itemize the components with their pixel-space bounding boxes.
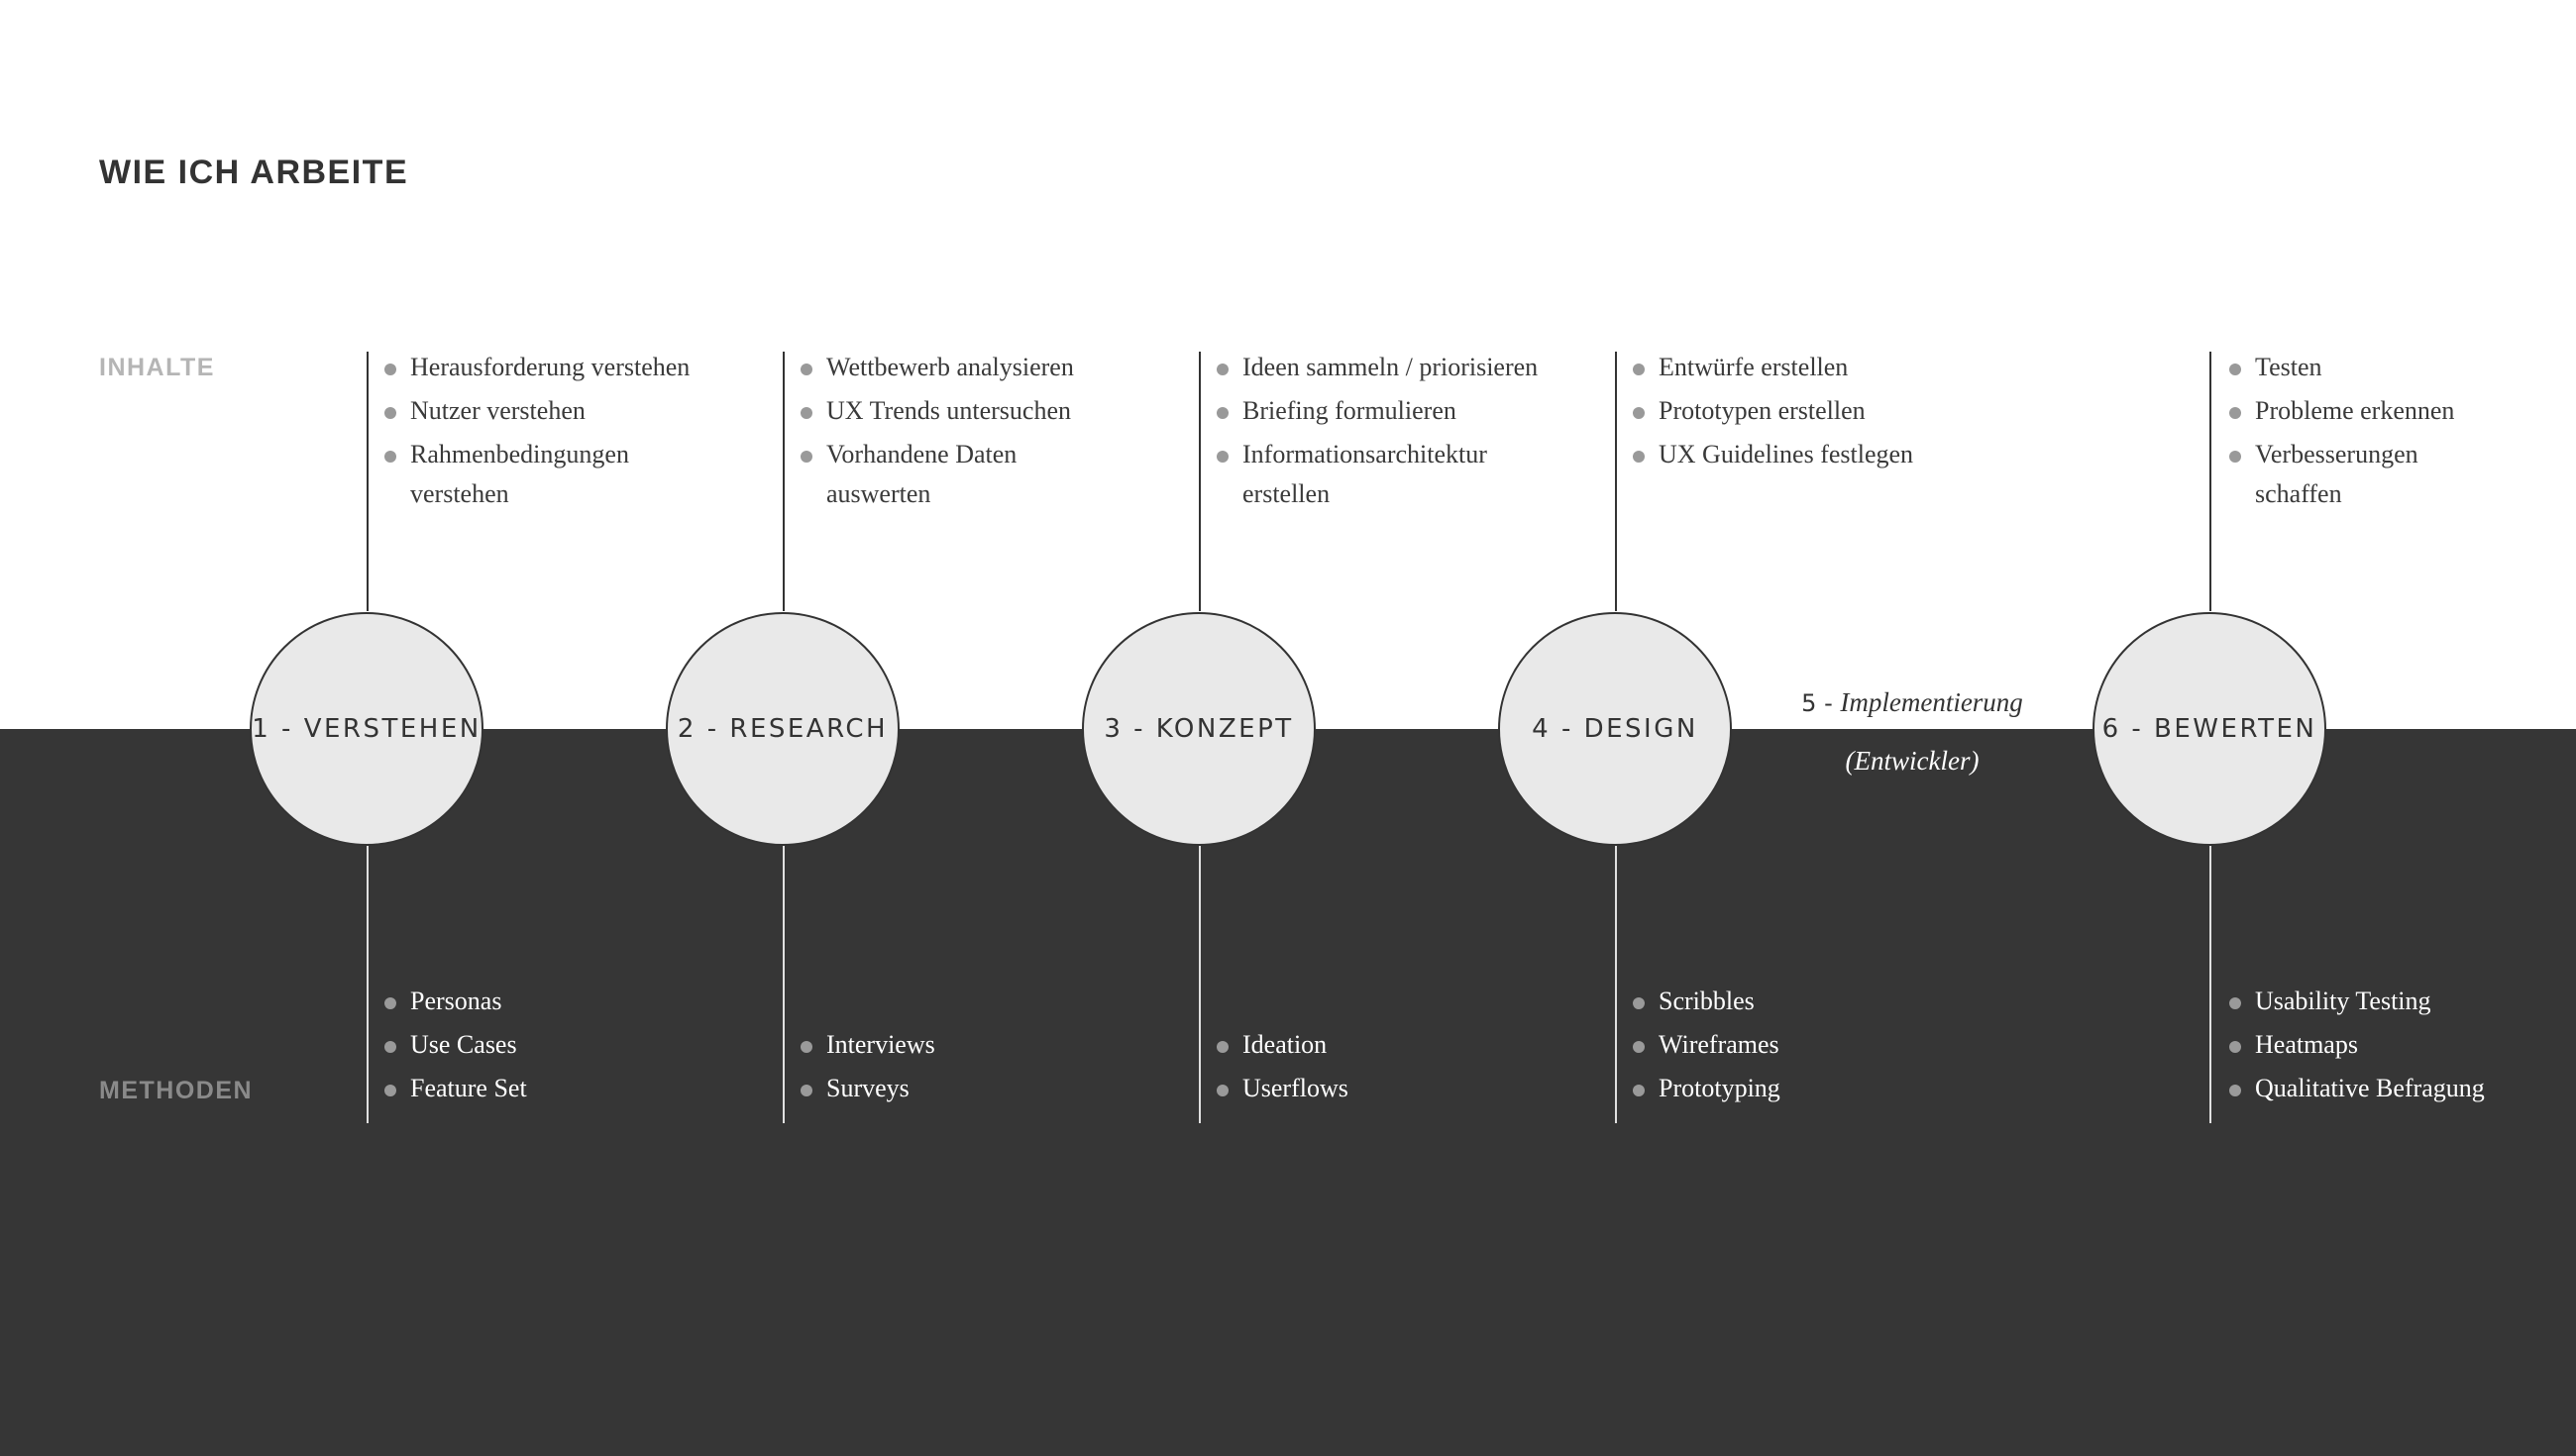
step-1-methoden-list <box>384 982 761 1112</box>
step-5-implementation <box>1764 674 2061 789</box>
step-1-circle: 1 - VERSTEHEN <box>250 612 483 846</box>
step-4-connector-bottom <box>1615 846 1617 1123</box>
list-item: Herausforderung verstehen <box>384 348 761 387</box>
list-item: Personas <box>384 982 761 1021</box>
list-item: UX Guidelines festlegen <box>1633 435 2029 474</box>
list-item: Testen <box>2229 348 2556 387</box>
step-3-methoden-list <box>1217 1025 1593 1112</box>
implementation-number: 5 - <box>1801 689 1841 717</box>
list-item: Informationsarchitektur erstellen <box>1217 435 1579 514</box>
list-item: Nutzer verstehen <box>384 391 761 431</box>
list-item: Use Cases <box>384 1025 761 1065</box>
list-item: Briefing formulieren <box>1217 391 1613 431</box>
list-item: Probleme erkennen <box>2229 391 2556 431</box>
step-2-methoden-list <box>801 1025 1177 1112</box>
step-2-connector-top <box>783 352 785 611</box>
page-title: WIE ICH ARBEITE <box>99 154 409 191</box>
step-2-circle: 2 - RESEARCH <box>666 612 900 846</box>
list-item: Vorhandene Daten auswerten <box>801 435 1084 514</box>
step-6-connector-top <box>2209 352 2211 611</box>
step-1-connector-bottom <box>367 846 369 1123</box>
step-1-connector-top <box>367 352 369 611</box>
step-3-inhalte-list <box>1217 348 1613 518</box>
list-item: Usability Testing <box>2229 982 2566 1021</box>
list-item: Feature Set <box>384 1069 761 1108</box>
step-4-connector-top <box>1615 352 1617 611</box>
list-item: Surveys <box>801 1069 1177 1108</box>
list-item: Rahmenbedingungen verstehen <box>384 435 707 514</box>
step-6-circle: 6 - BEWERTEN <box>2093 612 2326 846</box>
implementation-label: Implementierung <box>1840 687 2023 717</box>
list-item: Qualitative Befragung <box>2229 1069 2566 1108</box>
list-item: Heatmaps <box>2229 1025 2566 1065</box>
step-6-inhalte-list <box>2229 348 2556 518</box>
list-item: Userflows <box>1217 1069 1593 1108</box>
list-item: Prototypen erstellen <box>1633 391 2029 431</box>
list-item: Prototyping <box>1633 1069 2009 1108</box>
step-3-connector-bottom <box>1199 846 1201 1123</box>
step-4-circle: 4 - DESIGN <box>1498 612 1732 846</box>
step-2-connector-bottom <box>783 846 785 1123</box>
step-4-methoden-list <box>1633 982 2009 1112</box>
step-1-inhalte-list <box>384 348 761 518</box>
step-6-methoden-list <box>2229 982 2566 1112</box>
step-6-connector-bottom <box>2209 846 2211 1123</box>
step-3-circle: 3 - KONZEPT <box>1082 612 1316 846</box>
row-label-methoden: METHODEN <box>99 1077 254 1104</box>
list-item: UX Trends untersuchen <box>801 391 1177 431</box>
list-item: Ideen sammeln / priorisieren <box>1217 348 1613 387</box>
step-2-inhalte-list <box>801 348 1177 518</box>
row-label-inhalte: INHALTE <box>99 354 215 381</box>
list-item: Verbesserungen schaffen <box>2229 435 2493 514</box>
list-item: Interviews <box>801 1025 1177 1065</box>
step-4-inhalte-list <box>1633 348 2029 478</box>
list-item: Ideation <box>1217 1025 1593 1065</box>
list-item: Scribbles <box>1633 982 2009 1021</box>
implementation-note: (Entwickler) <box>1845 746 1980 776</box>
list-item: Wireframes <box>1633 1025 2009 1065</box>
step-3-connector-top <box>1199 352 1201 611</box>
list-item: Entwürfe erstellen <box>1633 348 2029 387</box>
list-item: Wettbewerb analysieren <box>801 348 1177 387</box>
